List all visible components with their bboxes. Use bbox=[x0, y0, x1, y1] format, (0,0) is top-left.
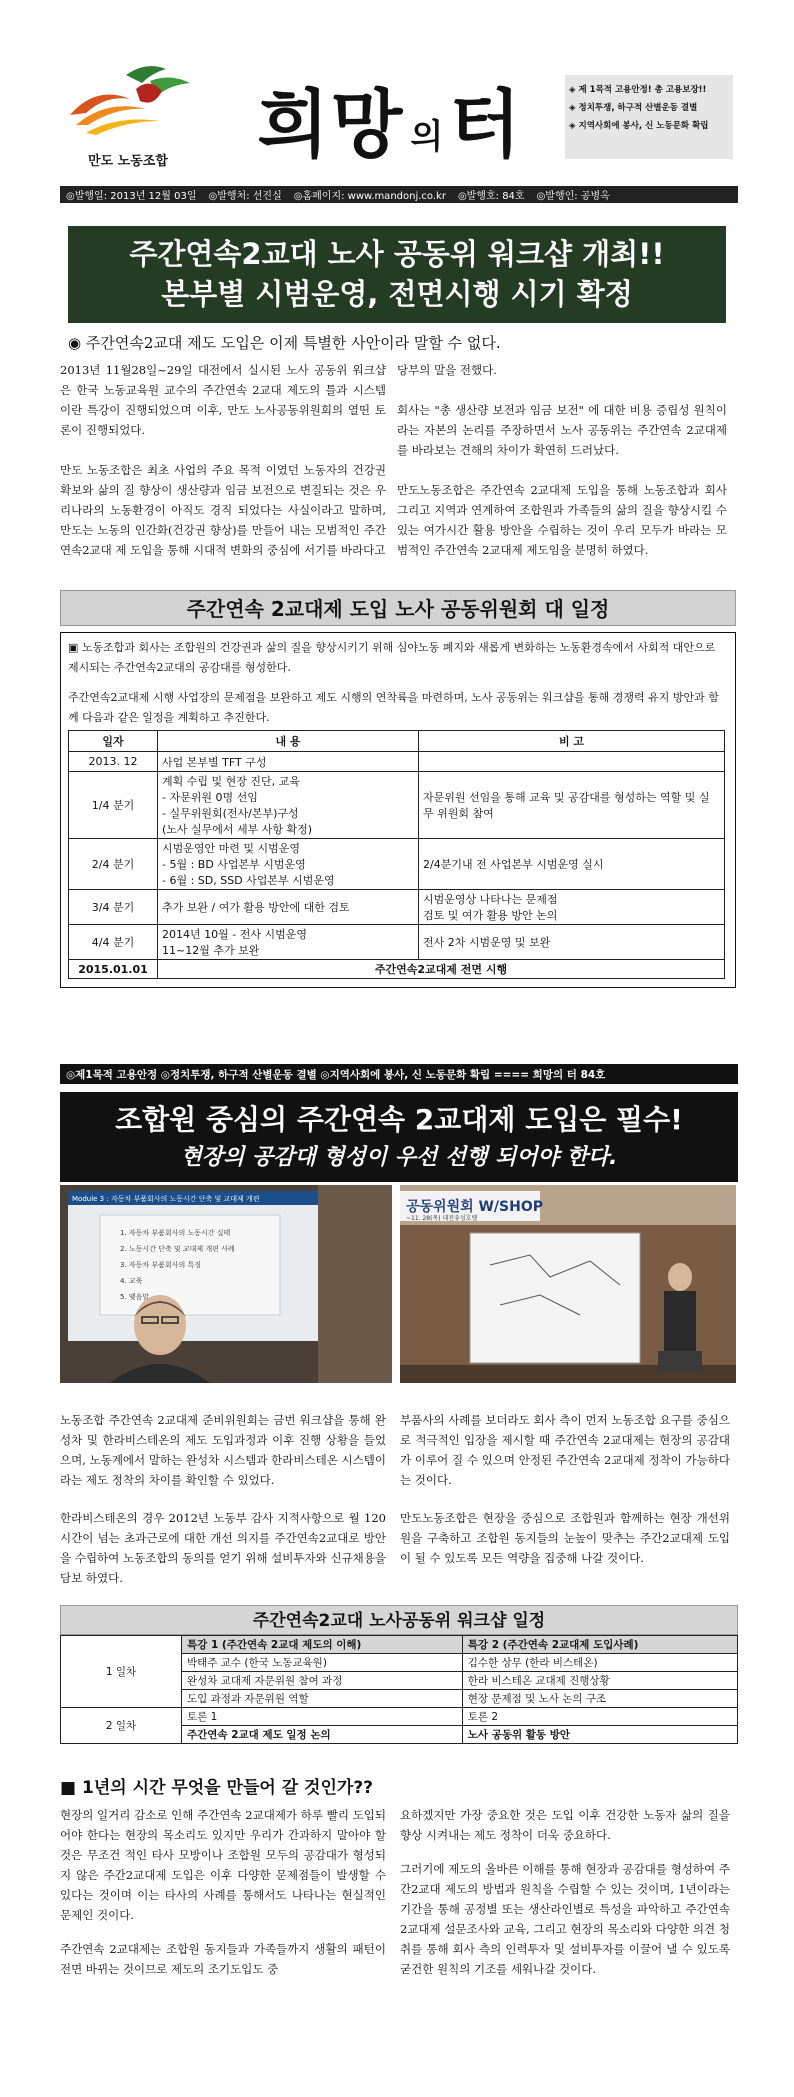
slide-item: 2. 노동시간 단축 및 교대제 개편 사례 bbox=[120, 1245, 235, 1253]
slide-item: 1. 자동차 부품회사의 노동시간 실태 bbox=[120, 1229, 231, 1237]
paragraph: 만도 노동조합은 최초 사업의 주요 목적 이였던 노동자의 건강권 확보와 삶의 질 향상이 생산량과 임금 보전으로 변질되는 것은 우리나라의 노동환경이 아직도 경직 되었다는 사실이라고 말하며, 만도는 노동의 인간화(건강권 향상)를 만들어 내는 모범적인 주간연속2교대 제 도입을 통해 시대적 변화의 중심에 서기를 바라다고 bbox=[60, 463, 386, 557]
square-bullet-icon: ■ bbox=[60, 1778, 77, 1798]
row-note bbox=[419, 752, 725, 772]
column-header: 일자 bbox=[69, 731, 158, 752]
row-content: 계획 수립 및 현장 진단, 교육 - 자문위원 0명 선임 - 실무위원회(전사/본부)구성 (노사 실무에서 세부 사항 확정) bbox=[158, 772, 419, 839]
debate2-title: 토론 2 bbox=[462, 1708, 737, 1726]
union-logo bbox=[66, 55, 194, 137]
debate1-line: 주간연속 2교대 제도 일정 논의 bbox=[182, 1726, 463, 1744]
debate1-title: 토론 1 bbox=[182, 1708, 463, 1726]
row-note: 시범운영상 나타나는 문제점 검토 및 여가 활용 방안 논의 bbox=[419, 890, 725, 925]
slide-item: 5. 맺음말 bbox=[120, 1293, 150, 1301]
article3-column-right bbox=[400, 1805, 730, 1993]
schedule-table bbox=[68, 730, 725, 979]
title-part2: 의 bbox=[410, 117, 444, 157]
banner-text: 공동위원회 W/SHOP bbox=[406, 1199, 544, 1215]
table-row bbox=[69, 752, 725, 772]
paragraph: 현장의 일거리 감소로 인해 주간연속 2교대제가 하루 빨리 도입되어야 한다는 현장의 목소리도 있지만 우리가 간과하지 말아야 할 것은 무조건 적인 타사 모방이나 조합원 모두의 공감대가 형성되지 않은 주간2교대제 도입은 이후 다양한 문제점들이 발생할 수 있다는 것이며 이는 타사의 사례를 통해서도 나타나는 현실적인 문제인 것이다. bbox=[60, 1808, 386, 1922]
article3-column-left bbox=[60, 1805, 386, 1993]
union-name: 만도 노동조합 bbox=[88, 154, 168, 169]
subhead-text: 주간연속2교대 제도 도입은 이제 특별한 사안이라 말할 수 없다. bbox=[85, 334, 501, 352]
slide-title: Module 3 : 자동차 부품회사의 노동시간 단축 및 교대제 개편 bbox=[72, 1195, 260, 1203]
row-content: 사업 본부별 TFT 구성 bbox=[158, 752, 419, 772]
article1-subhead bbox=[68, 332, 728, 353]
publication-info-bar bbox=[60, 186, 738, 203]
lecture1-line: 박태주 교수 (한국 노동교육원) bbox=[182, 1654, 463, 1672]
slogan-3: ◈ 지역사회에 봉사, 신 노동문화 확립 bbox=[569, 121, 709, 131]
article1-column-left bbox=[60, 360, 386, 580]
slogan-2: ◈ 정치투쟁, 하구적 산별운동 결별 bbox=[569, 103, 698, 113]
day-label: 2 일차 bbox=[61, 1708, 182, 1744]
lecture1-line: 완성차 교대제 자문위원 참여 과정 bbox=[182, 1672, 463, 1690]
row-date: 4/4 분기 bbox=[69, 925, 158, 960]
lecture1-title: 특강 1 (주간연속 2교대 제도의 이해) bbox=[182, 1636, 463, 1654]
paragraph: 회사는 "총 생산량 보전과 임금 보전" 에 대한 비용 증립성 원칙이라는 자본의 논리를 주장하면서 노사 공동위는 주간연속 2교대제를 바라보는 견해의 차이가 확연히 드러났다. bbox=[397, 403, 727, 457]
table-row bbox=[69, 772, 725, 839]
debate2-line: 노사 공동위 활동 방안 bbox=[462, 1726, 737, 1744]
article1-headline bbox=[68, 226, 726, 323]
headline-line1: 조합원 중심의 주간연속 2교대제 도입은 필수! bbox=[115, 1103, 683, 1136]
heading-text: 1년의 시간 무엇을 만들어 갈 것인가?? bbox=[81, 1778, 374, 1798]
paragraph: 노동조합 주간연속 2교대제 준비위원회는 금번 워크샵을 통해 완성차 및 한라비스테온의 제도 도입과정과 이후 진행 상황을 들었으며, 노동계에서 말하는 완성차 시스템과 한라비스테온 시스템이라는 제도 정착의 차이를 확인할 수 있었다. bbox=[60, 1413, 386, 1487]
table-row bbox=[69, 925, 725, 960]
lecture2-line: 현장 문제점 및 노사 논의 구조 bbox=[462, 1690, 737, 1708]
row-date: 2013. 12 bbox=[69, 752, 158, 772]
workshop-lecture-photo bbox=[60, 1185, 392, 1383]
banner-subtext: ~11. 28(목) 대전유성호텔 bbox=[406, 1215, 478, 1222]
title-part1: 희망 bbox=[257, 82, 405, 168]
paragraph: 주간연속2교대제 시행 사업장의 문제점을 보완하고 제도 시행의 연착륙을 마련하며, 노사 공동위는 워크샵을 통해 경쟁력 유지 방안과 함께 다음과 같은 일정을 계획하고 추진한다. bbox=[68, 691, 719, 724]
section-separator-bar: ◎제1목적 고용안정 ◎정치투쟁, 하구적 산별운동 결별 ◎지역사회에 봉사, 신 노동문화 확립 ==== 희망의 터 84호 bbox=[60, 1064, 738, 1084]
schedule-title: 주간연속 2교대제 도입 노사 공동위원회 대 일정 bbox=[60, 590, 736, 626]
final-content: 주간연속2교대제 전면 시행 bbox=[158, 960, 725, 979]
table-header-row bbox=[69, 731, 725, 752]
lecture1-line: 도입 과정과 자문위원 역할 bbox=[182, 1690, 463, 1708]
table-row bbox=[69, 839, 725, 890]
row-content: 추가 보완 / 여가 활용 방안에 대한 검토 bbox=[158, 890, 419, 925]
row-date: 3/4 분기 bbox=[69, 890, 158, 925]
title-part3: 터 bbox=[449, 82, 523, 168]
article2-column-right bbox=[400, 1410, 730, 1586]
paragraph: 한라비스테온의 경우 2012년 노동부 감사 지적사항으로 월 120시간이 넘는 초과근로에 대한 개선 의지를 주간연속2교대로 방안을 수립하여 노동조합의 동의를 얻기 위해 설비투자와 신규채용을 담보 하였다. bbox=[60, 1511, 386, 1585]
row-date: 1/4 분기 bbox=[69, 772, 158, 839]
workshop-schedule-title: 주간연속2교대 노사공동위 워크샵 일정 bbox=[60, 1605, 738, 1635]
lecture2-title: 특강 2 (주간연속 2교대제 도입사례) bbox=[462, 1636, 737, 1654]
table-row bbox=[61, 1636, 738, 1654]
issue-number: ◎발행호: 84호 bbox=[457, 191, 525, 202]
paragraph: 요하겠지만 가장 중요한 것은 도입 이후 건강한 노동자 삶의 질을 향상 시켜내는 제도 정착이 더욱 중요하다. bbox=[400, 1808, 730, 1842]
paragraph: 주간연속 2교대제는 조합원 동지들과 가족들까지 생활의 패턴이 전면 바뀌는 것이므로 제도의 조기도입도 중 bbox=[60, 1942, 386, 1976]
editor: ◎발행인: 공병옥 bbox=[536, 191, 610, 202]
column-header: 내 용 bbox=[158, 731, 419, 752]
paragraph: 그러기에 제도의 올바른 이해를 통해 현장과 공감대를 형성하여 주간2교대 제도의 방법과 원칙을 수립할 수 있는 것이며, 1년이라는 기간을 통해 공정별 또는 생산라인별로 특성을 파악하고 주간연속 2교대제 설문조사와 교육, 그리고 현장의 목소리와 다양한 의견 청취를 통해 회사 측의 인력투자 및 설비투자를 이끌어 낼 수 있도록 굳건한 원칙의 기조를 세워나갈 것이다. bbox=[400, 1862, 730, 1976]
paragraph: 2013년 11월28일~29일 대전에서 실시된 노사 공동위 워크샵은 한국 노동교육원 교수의 주간연속 2교대 제도의 틀과 시스템 이란 특강이 진행되었으며 이후, 만도 노사공동위원회의 열띤 토론이 진행되었다. bbox=[60, 363, 386, 437]
article2-column-left bbox=[60, 1410, 386, 1606]
paragraph: ▣ 노동조합과 회사는 조합원의 건강권과 삶의 질을 향상시키기 위해 심야노동 폐지와 새롭게 변화하는 노동환경속에서 사회적 대안으로 제시되는 주간연속2교대의 공감대를 형성한다. bbox=[68, 641, 716, 674]
article3-heading bbox=[60, 1773, 373, 1798]
slogan-1: ◈ 제 1목적 고용안정! 총 고용보장!! bbox=[569, 85, 707, 95]
table-row bbox=[61, 1708, 738, 1726]
article2-headline bbox=[60, 1092, 738, 1182]
row-note: 전사 2차 시범운영 및 보완 bbox=[419, 925, 725, 960]
publish-date: ◎발행일: 2013년 12월 03일 bbox=[66, 191, 197, 202]
day-label: 1 일차 bbox=[61, 1636, 182, 1708]
schedule-intro bbox=[68, 638, 728, 738]
masthead-title bbox=[225, 52, 555, 168]
row-content: 2014년 10월 - 전사 시범운영 11~12월 추가 보완 bbox=[158, 925, 419, 960]
paragraph: 만도노동조합은 주간연속 2교대제 도입을 통해 노동조합과 회사 그리고 지역과 연계하여 조합원과 가족들의 삶의 질을 향상시킬 수 있는 여가시간 활용 방안을 수립하는 것이 우리 모두가 바라는 모범적인 주간연속 2교대제 제도임을 분명히 하였다. bbox=[397, 483, 727, 557]
column-header: 비 고 bbox=[419, 731, 725, 752]
paragraph: 부품사의 사례를 보더라도 회사 측이 먼저 노동조합 요구를 중심으로 적극적인 입장을 제시할 때 주간연속 2교대제는 현장의 공감대가 이루어 질 수 있으며 안정된 주간연속 2교대제 정착이 가능하다는 것이다. bbox=[400, 1413, 730, 1487]
headline-line2: 본부별 시범운영, 전면시행 시기 확정 bbox=[161, 277, 633, 311]
publisher: ◎발행처: 선진실 bbox=[208, 191, 282, 202]
workshop-schedule-table bbox=[60, 1635, 738, 1744]
row-note: 2/4분기내 전 사업본부 시범운영 실시 bbox=[419, 839, 725, 890]
row-note: 자문위원 선임을 통해 교육 및 공감대를 형성하는 역할 및 실무 위원회 참여 bbox=[419, 772, 725, 839]
paragraph: 만도노동조합은 현장을 중심으로 조합원과 함께하는 현장 개선위원을 구축하고 조합원 동지들의 눈높이 맞추는 주간2교대제 도입이 될 수 있도록 모든 역량을 집중해 나갈 것이다. bbox=[400, 1511, 730, 1565]
slogan-box bbox=[565, 75, 733, 159]
slide-item: 4. 교육 bbox=[120, 1277, 143, 1285]
homepage-link[interactable]: ◎홈페이지: www.mandonj.co.kr bbox=[293, 191, 446, 202]
table-row-final bbox=[69, 960, 725, 979]
article1-column-right bbox=[397, 360, 727, 580]
final-date: 2015.01.01 bbox=[69, 960, 158, 979]
paragraph: 당부의 말을 전했다. bbox=[397, 363, 497, 377]
bullet-icon: ◉ bbox=[68, 334, 82, 352]
slide-item: 3. 자동차 부품회사의 특징 bbox=[120, 1261, 201, 1269]
lecture2-line: 김수한 상무 (한라 비스테온) bbox=[462, 1654, 737, 1672]
row-date: 2/4 분기 bbox=[69, 839, 158, 890]
table-row bbox=[69, 890, 725, 925]
lecture2-line: 한라 비스테온 교대제 진행상황 bbox=[462, 1672, 737, 1690]
headline-line2: 현장의 공감대 형성이 우선 선행 되어야 한다. bbox=[180, 1145, 618, 1170]
row-content: 시범운영안 마련 및 시범운영 - 5월 : BD 사업본부 시범운영 - 6월 : SD, SSD 사업본부 시범운영 bbox=[158, 839, 419, 890]
workshop-presentation-photo bbox=[400, 1185, 736, 1383]
headline-line1: 주간연속2교대 노사 공동위 워크샵 개최!! bbox=[129, 237, 665, 271]
